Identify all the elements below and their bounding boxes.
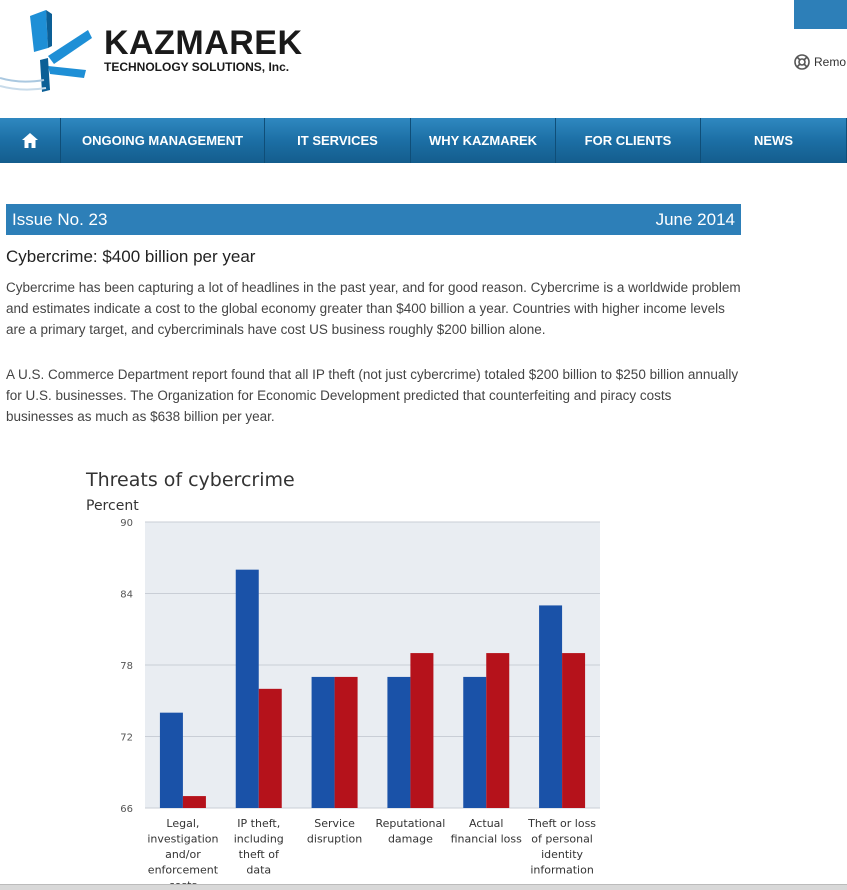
y-tick-label: 66 bbox=[120, 804, 133, 815]
main-nav bbox=[0, 118, 847, 163]
article-paragraph-2: A U.S. Commerce Department report found that all IP theft (not just cybercrime) totaled $200 billion to $250 billion annually for U.S. businesses. The Organization for Economic Development predicted that counterfeiting and piracy costs businesses as much as $638 billion per year. bbox=[6, 367, 739, 424]
x-tick-label: of personal bbox=[531, 832, 593, 846]
brand[interactable] bbox=[104, 26, 303, 74]
bar-series-red bbox=[259, 689, 282, 808]
nav-for-clients[interactable]: FOR CLIENTS bbox=[556, 118, 701, 163]
x-tick-label: data bbox=[246, 863, 272, 877]
x-tick-label: IP theft, bbox=[237, 817, 281, 830]
nav-ongoing-management[interactable]: ONGOING MANAGEMENT bbox=[61, 118, 265, 163]
article-paragraph-1: Cybercrime has been capturing a lot of headlines in the past year, and for good reason. Cybercrime is a worldwide problem and estimates indicate a cost to the global economy greater than $400 billion a year. Countries with higher income levels are a primary target, and cybercriminals have cost US business roughly $200 billion alone. bbox=[6, 280, 741, 337]
remote-label: Remo bbox=[814, 55, 847, 69]
x-tick-label: Theft or loss bbox=[528, 817, 597, 830]
nav-why-kazmarek[interactable]: WHY KAZMAREK bbox=[411, 118, 556, 163]
x-tick-label: identity bbox=[541, 848, 584, 861]
top-right-button[interactable] bbox=[794, 0, 847, 29]
nav-home[interactable] bbox=[0, 118, 61, 163]
bar-series-red bbox=[562, 653, 585, 808]
x-tick-label: enforcement bbox=[147, 863, 219, 877]
article-title: Cybercrime: $400 billion per year bbox=[6, 247, 256, 266]
bar-series-red bbox=[486, 653, 509, 808]
issue-date: June 2014 bbox=[655, 209, 735, 229]
x-tick-label: financial loss bbox=[450, 832, 522, 846]
nav-it-services[interactable]: IT SERVICES bbox=[265, 118, 411, 163]
home-icon bbox=[22, 133, 38, 148]
nav-news[interactable]: NEWS bbox=[701, 118, 847, 163]
bar-series-red bbox=[183, 796, 206, 808]
bar-series-blue bbox=[463, 677, 486, 808]
x-tick-label: Legal, bbox=[166, 817, 200, 830]
x-tick-label: and/or bbox=[165, 848, 201, 861]
chart-title: Threats of cybercrime bbox=[86, 469, 295, 491]
y-tick-label: 90 bbox=[120, 518, 133, 529]
brand-name: KAZMAREK bbox=[104, 24, 303, 62]
y-tick-label: 72 bbox=[120, 732, 133, 744]
cybercrime-chart bbox=[80, 460, 620, 889]
bar-series-blue bbox=[236, 570, 259, 808]
bar-series-blue bbox=[312, 677, 335, 808]
x-tick-label: Reputational bbox=[375, 817, 446, 830]
bar-series-red bbox=[335, 677, 358, 808]
x-tick-label: including bbox=[233, 832, 284, 846]
x-tick-label: disruption bbox=[306, 832, 363, 846]
y-tick-label: 84 bbox=[120, 589, 133, 601]
bar-series-red bbox=[410, 653, 433, 808]
y-tick-label: 78 bbox=[120, 661, 133, 672]
bar-series-blue bbox=[539, 605, 562, 808]
bar-series-blue bbox=[387, 677, 410, 808]
article-content bbox=[6, 204, 741, 427]
site-header bbox=[0, 0, 847, 118]
x-tick-label: damage bbox=[387, 832, 433, 846]
issue-number: Issue No. 23 bbox=[12, 209, 108, 229]
x-tick-label: Actual bbox=[469, 817, 504, 830]
remote-support-link[interactable] bbox=[794, 54, 846, 70]
chart-ylabel: Percent bbox=[86, 498, 139, 514]
x-tick-label: investigation bbox=[147, 832, 219, 846]
issue-bar bbox=[6, 204, 741, 235]
x-tick-label: information bbox=[530, 863, 594, 877]
bar-series-blue bbox=[160, 713, 183, 808]
kazmarek-logo-icon[interactable] bbox=[0, 8, 100, 93]
x-tick-label: Service bbox=[314, 817, 355, 830]
lifebuoy-icon bbox=[794, 54, 810, 70]
brand-subtitle: TECHNOLOGY SOLUTIONS, Inc. bbox=[104, 60, 290, 74]
horizontal-scrollbar[interactable] bbox=[0, 884, 847, 890]
x-tick-label: theft of bbox=[238, 848, 279, 861]
